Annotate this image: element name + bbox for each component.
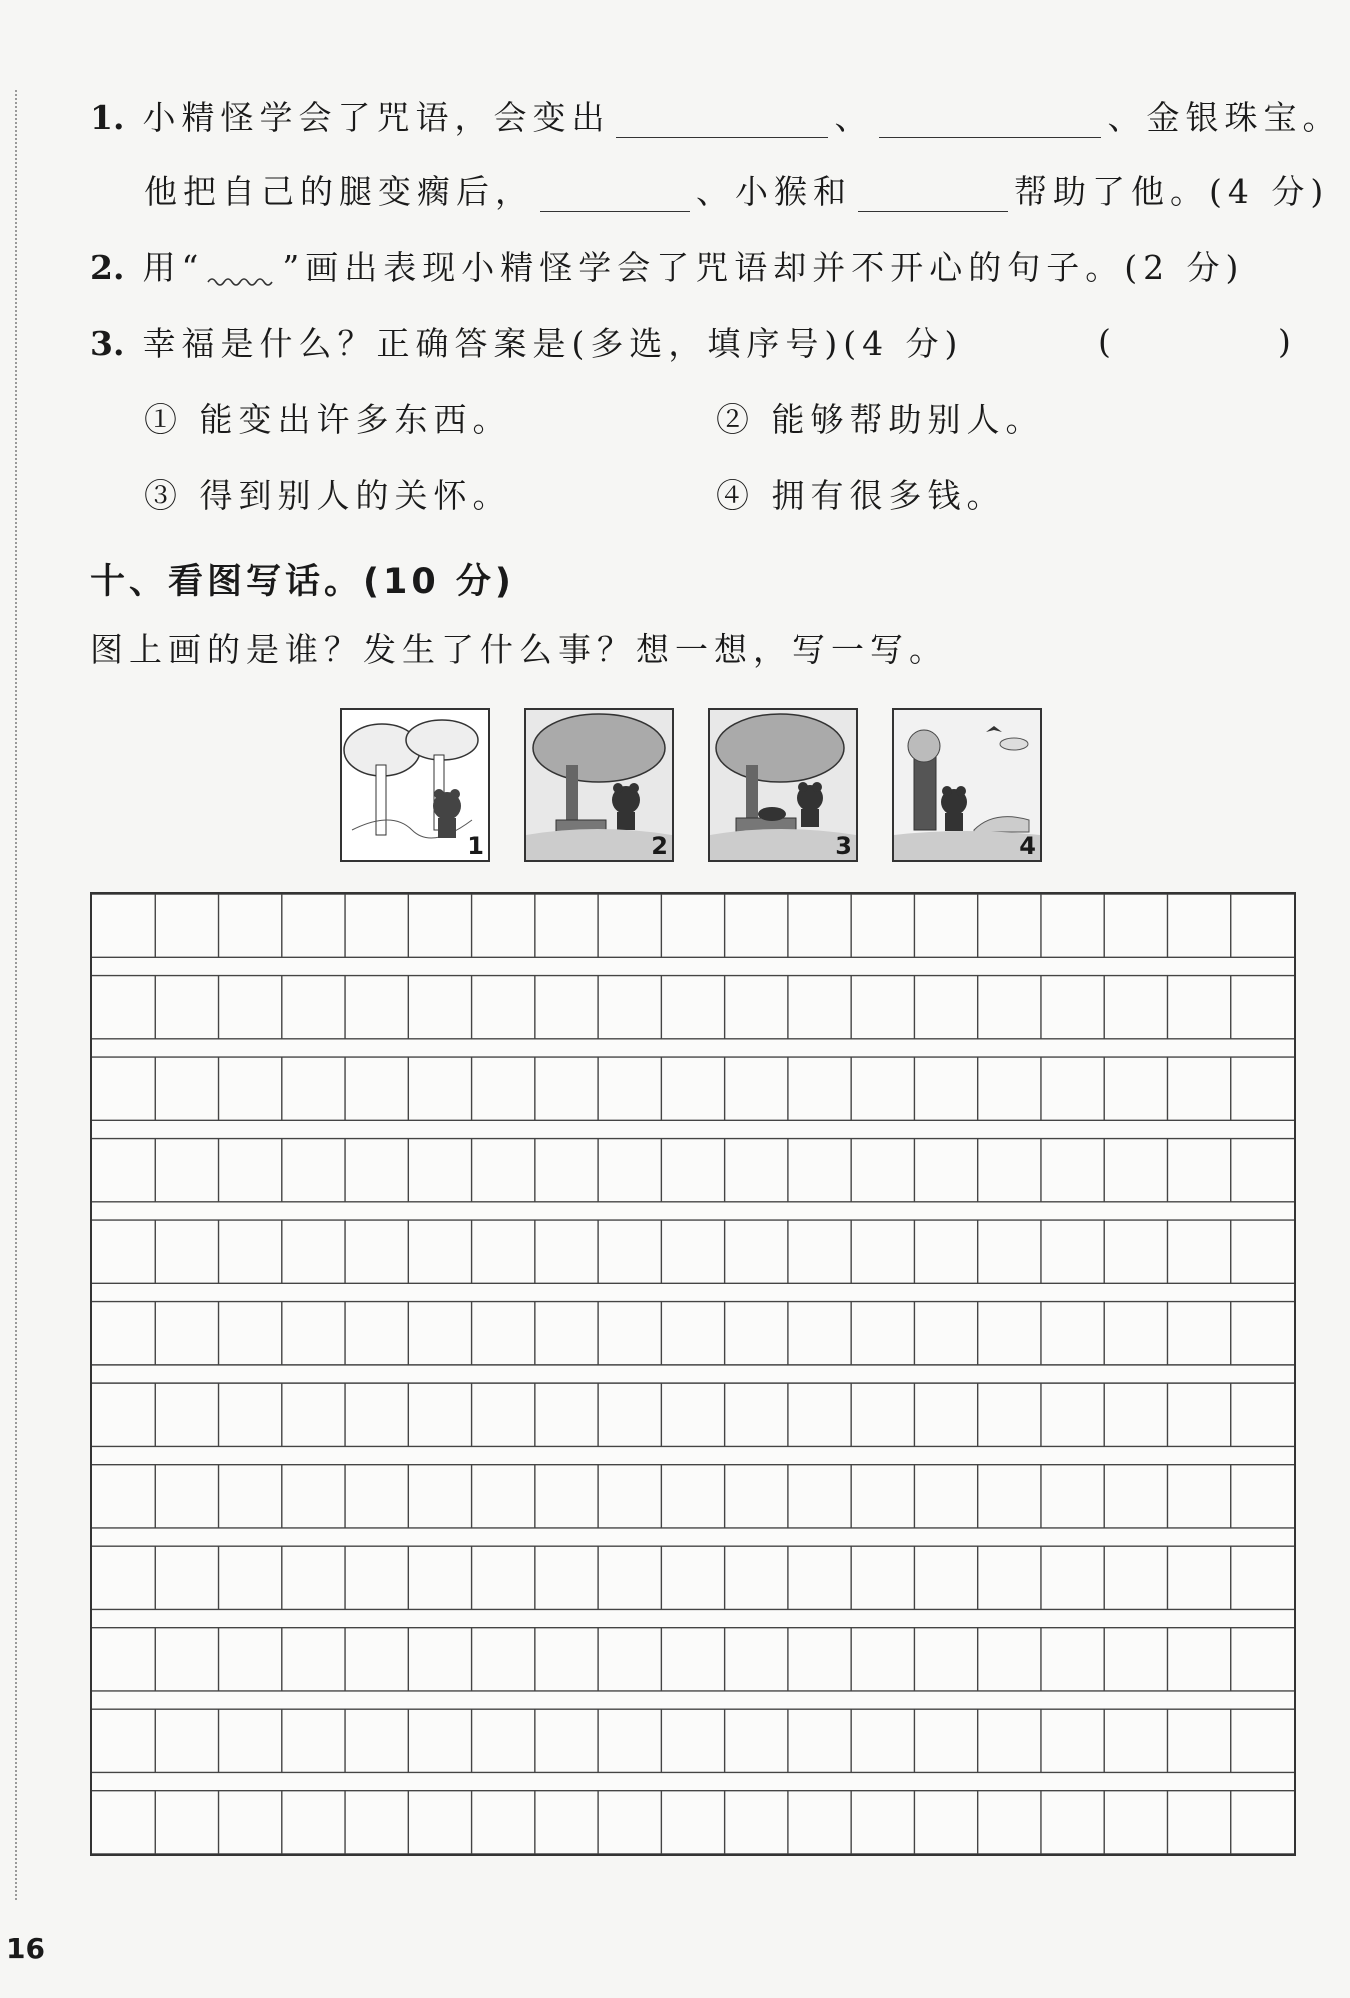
question-1-text-b: 、金银珠宝。 [1107, 98, 1342, 137]
option-1[interactable]: ① 能变出许多东西。 [144, 400, 512, 439]
picture-2-label: 2 [651, 832, 668, 860]
binding-margin-line [15, 90, 17, 1900]
section-title: 十、看图写话。(10 分) [90, 562, 515, 602]
picture-1-label: 1 [467, 832, 484, 860]
question-1-text-c: 他把自己的腿变瘸后， [144, 172, 534, 211]
question-3-text: 幸福是什么？正确答案是(多选，填序号)(4 分) [142, 324, 964, 363]
option-3[interactable]: ③ 得到别人的关怀。 [144, 476, 512, 515]
question-1-text-e: 帮助了他。(4 分) [1014, 172, 1330, 211]
answer-blank-2[interactable] [879, 105, 1101, 138]
writing-grid-lines [92, 894, 1294, 1854]
question-3-number: 3. [90, 324, 125, 363]
question-2-text-a: 用“ [142, 248, 205, 287]
question-1-text-a: 小精怪学会了咒语，会变出 [142, 98, 611, 137]
writing-grid[interactable] [90, 892, 1296, 1856]
answer-blank-4[interactable] [858, 179, 1008, 212]
answer-blank-1[interactable] [616, 105, 828, 138]
question-1-number: 1. [90, 98, 125, 137]
question-1-separator: 、 [834, 98, 874, 137]
picture-4-label: 4 [1019, 832, 1036, 860]
question-3-line [90, 324, 963, 364]
question-2-number: 2. [90, 248, 125, 287]
tree-bird-bear-icon [894, 710, 1040, 860]
picture-1 [340, 708, 490, 862]
wavy-underline-icon [204, 260, 282, 288]
question-2-line [90, 248, 1244, 288]
question-1-line-2 [144, 172, 1329, 212]
forest-bear-icon [342, 710, 488, 860]
question-2-text-b: ”画出表现小精怪学会了咒语却并不开心的句子。(2 分) [282, 248, 1245, 287]
option-2[interactable]: ② 能够帮助别人。 [716, 400, 1045, 439]
option-4[interactable]: ④ 拥有很多钱。 [716, 476, 1006, 515]
question-1-text-d: 、小猴和 [696, 172, 852, 211]
answer-paren-open: ( [1098, 322, 1111, 361]
tree-bear-icon [526, 710, 672, 860]
answer-blank-3[interactable] [540, 179, 690, 212]
answer-paren-close: ) [1278, 322, 1291, 361]
picture-2 [524, 708, 674, 862]
page-number: 16 [6, 1932, 45, 1965]
picture-3 [708, 708, 858, 862]
picture-4 [892, 708, 1042, 862]
question-1-line-1 [90, 98, 1341, 138]
picture-3-label: 3 [835, 832, 852, 860]
section-prompt: 图上画的是谁？发生了什么事？想一想，写一写。 [90, 630, 948, 669]
tree-bear-helping-icon [710, 710, 856, 860]
answer-field-q3[interactable] [1122, 322, 1272, 362]
